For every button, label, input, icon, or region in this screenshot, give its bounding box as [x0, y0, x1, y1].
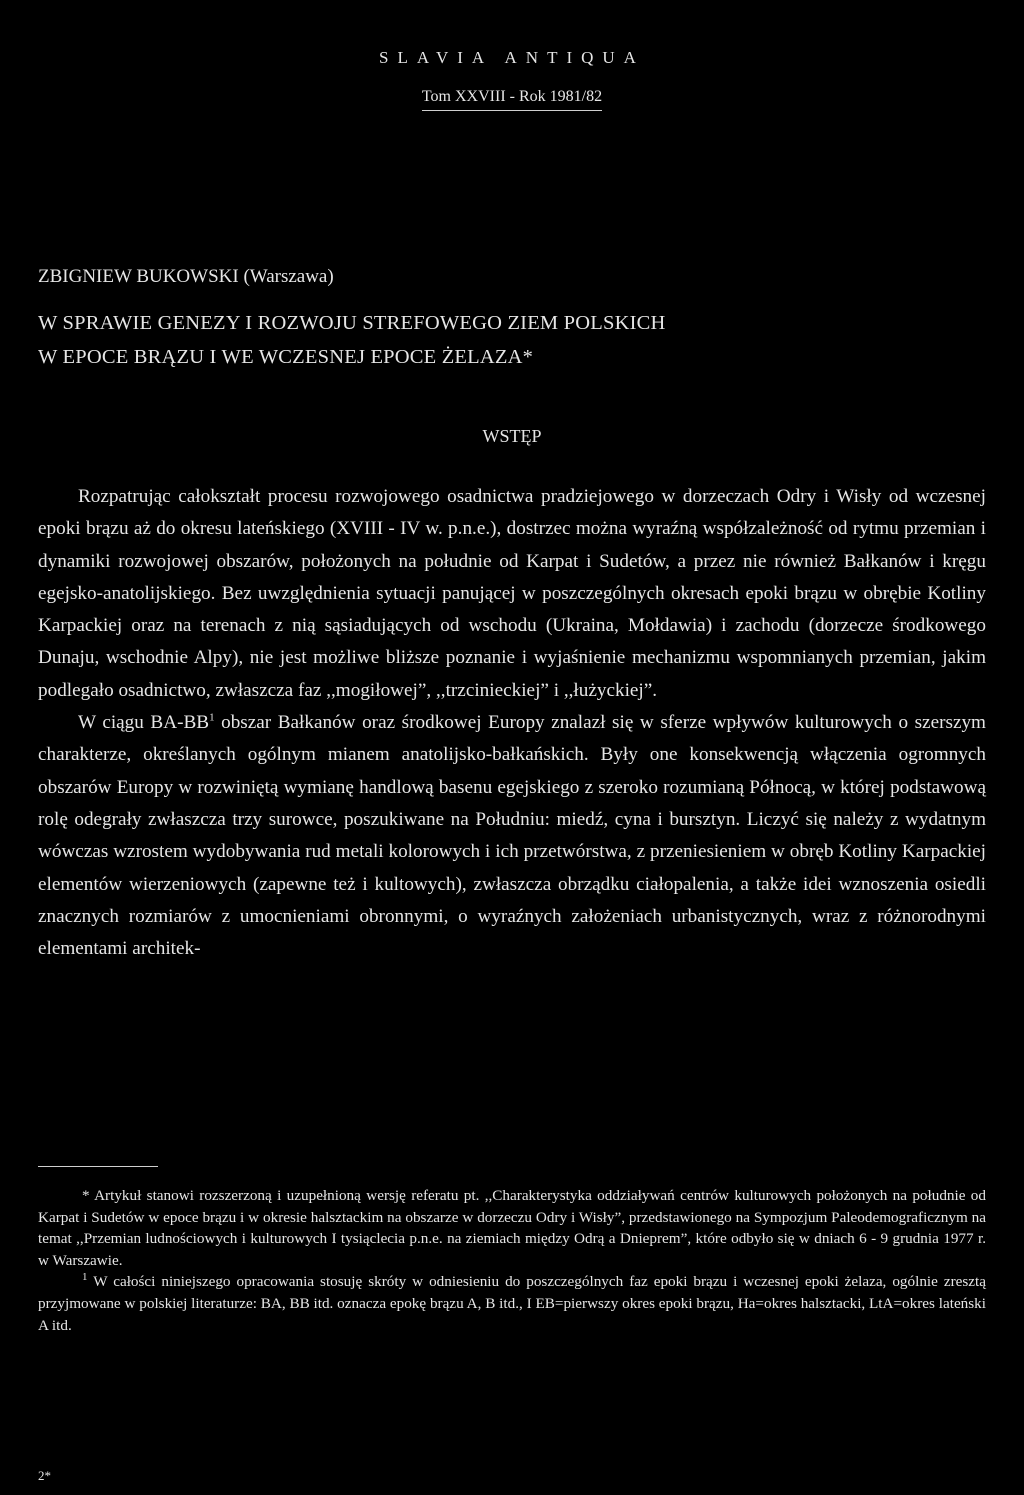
footnote-1-mark: 1 [82, 1271, 88, 1284]
volume-info [0, 88, 1024, 111]
footnote-star: * Artykuł stanowi rozszerzoną i uzupełnioną wersję referatu pt. ,,Charakterystyka oddziaływań centrów kulturowych położonych na południe od Karpat i Sudetów w epoce brązu i w okresie halsztackim na obszarze w dorzeczu Odry i Wisły”, przedstawionego na Sympozjum Paleodemograficznym na temat ,,Przemian ludnościowych i kulturowych I tysiąclecia p.n.e. na ziemiach między Odrą a Dnieprem”, które odbyło się w dniach 6 - 9 grudnia 1977 r. w Warszawie. [38, 1187, 986, 1269]
article-title-line-2: W EPOCE BRĄZU I WE WCZESNEJ EPOCE ŻELAZA* [38, 346, 534, 368]
footnote-divider [38, 1166, 158, 1167]
page-signature: 2* [38, 1468, 51, 1483]
paragraph-2-start: W ciągu BA-BB [78, 712, 210, 734]
body-paragraph-1: Rozpatrując całokształt procesu rozwojowego osadnictwa pradziejowego w dorzeczach Odry i Wisły od wczesnej epoki brązu aż do okresu lateńskiego (XVIII - IV w. p.n.e.), dostrzec można wyraźną współzależność od rytmu przemian i dynamiki rozwojowej obszarów, położonych na południe od Karpat i Sudetów, a przez nie również Bałkanów i kręgu egejsko-anatolijskiego. Bez uwzględnienia sytuacji panującej w poszczególnych okresach epoki brązu w obrębie Kotliny Karpackiej oraz na terenach z nią sąsiadujących od wschodu (Ukraina, Mołdawia) i zachodu (dorzecze środkowego Dunaju, wschodnie Alpy), nie jest możliwe bliższe poznanie i wyjaśnienie mechanizmu wspomnianych przemian, jakim podlegało osadnictwo, zwłaszcza faz ,,mogiłowej”, ,,trzcinieckiej” i ,,łużyckiej”. [38, 486, 986, 701]
footnote-ref-1: 1 [209, 711, 215, 724]
section-heading: WSTĘP [482, 426, 542, 446]
footnote-1 [38, 1271, 986, 1336]
article-body [38, 481, 986, 965]
footnote-1-text: W całości niniejszego opracowania stosuję skróty w odniesieniu do poszczególnych faz epoki brązu i wczesnej epoki żelaza, ogólnie zresztą przyjmowane w polskiej literaturze: BA, BB itd. oznacza epokę brązu A, B itd., I EB=pierwszy okres epoki brązu, Ha=okres halsztacki, LtA=okres lateński A itd. [38, 1273, 986, 1334]
volume-label: Tom XXVIII - Rok 1981/82 [422, 88, 602, 111]
body-paragraph-2 [38, 707, 986, 965]
article-author: ZBIGNIEW BUKOWSKI (Warszawa) [38, 266, 334, 287]
paragraph-2-rest: obszar Bałkanów oraz środkowej Europy znalazł się w sferze wpływów kulturowych o szerszym charakterze, określanych ogólnym mianem anatolijsko-bałkańskich. Były one konsekwencją włączenia ogromnych obszarów Europy w rozwiniętą wymianę handlową basenu egejskiego z szeroko rozumianą Północą, w której podstawową rolę odegrały zwłaszcza trzy surowce, poszukiwane na Południu: miedź, cyna i bursztyn. Liczyć się należy z wydatnym wówczas wzrostem wydobywania rud metali kolorowych i ich przetwórstwa, z przeniesieniem w obręb Kotliny Karpackiej elementów wierzeniowych (zapewne też i kultowych), zwłaszcza obrządku ciałopalenia, a także idei wznoszenia osiedli znacznych rozmiarów z umocnieniami obronnymi, o wyraźnych założeniach urbanistycznych, wraz z różnorodnymi elementami architek- [38, 712, 986, 960]
journal-name: SLAVIA ANTIQUA [379, 48, 645, 67]
article-title-line-1: W SPRAWIE GENEZY I ROZWOJU STREFOWEGO ZIEM POLSKICH [38, 312, 666, 334]
footnotes [38, 1185, 986, 1336]
